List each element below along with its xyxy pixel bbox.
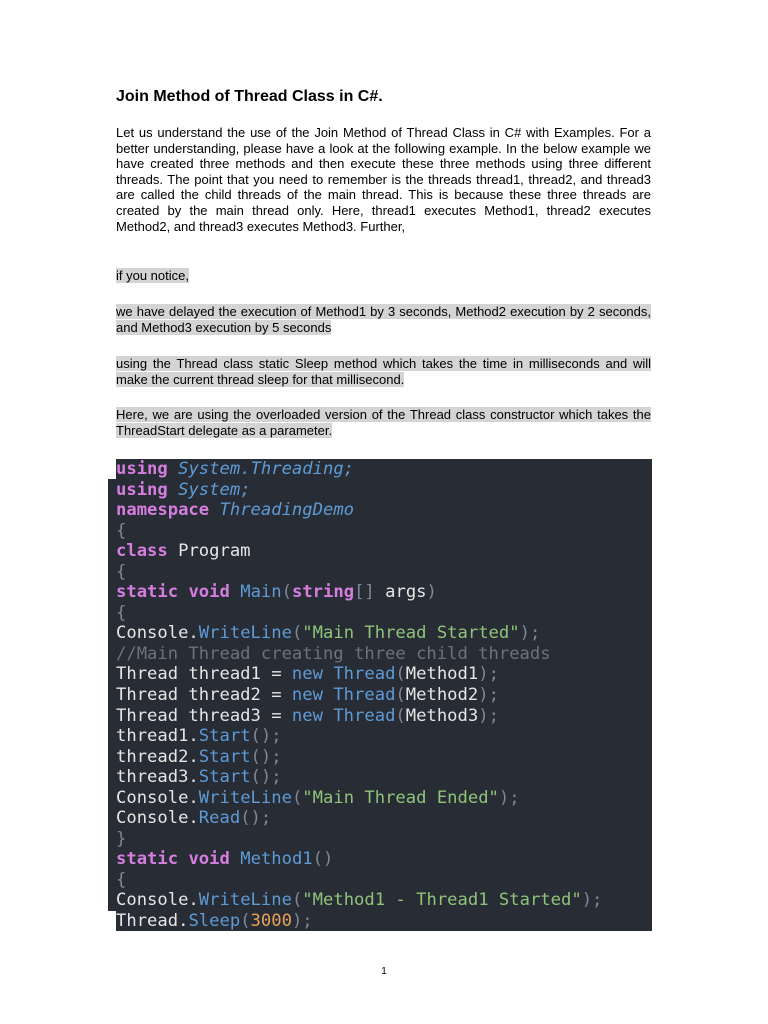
code-line: [116, 829, 652, 850]
code-token: );: [478, 685, 499, 706]
code-token: thread1.: [116, 726, 199, 747]
code-token: Thread thread2 =: [116, 685, 292, 706]
code-token: Thread: [333, 685, 396, 706]
code-line: [116, 623, 652, 644]
code-token: (: [395, 664, 406, 685]
code-token: ): [426, 582, 437, 603]
code-token: void: [188, 582, 230, 603]
highlighted-text: we have delayed the execution of Method1 by 3 seconds, Method2 execution by 2 seconds, and Method3 execution by 5 seconds: [116, 304, 651, 335]
code-token: Start: [198, 746, 251, 767]
code-token: {: [116, 520, 127, 541]
code-token: [323, 664, 333, 684]
code-line: [116, 562, 652, 583]
code-line: [116, 767, 652, 788]
code-line: [116, 870, 652, 891]
code-token: using: [116, 479, 168, 500]
code-token: new: [291, 685, 323, 706]
highlight-paragraph-3: [116, 356, 651, 387]
code-token: (: [291, 787, 303, 808]
code-token: [230, 582, 240, 602]
code-token: Sleep: [188, 911, 241, 931]
code-token: Method1: [240, 849, 313, 870]
document-title: Join Method of Thread Class in C#.: [116, 88, 383, 105]
code-line: [116, 747, 652, 768]
code-token: Console.: [116, 890, 199, 911]
code-token: );: [498, 787, 520, 808]
code-token: ();: [240, 808, 272, 829]
code-token: );: [478, 705, 499, 726]
code-line: [116, 890, 652, 911]
code-block-corner: [108, 911, 116, 931]
code-token: "Method1 - Thread1 Started": [302, 890, 582, 911]
code-token: ();: [250, 746, 282, 767]
code-token: new: [291, 705, 323, 726]
code-token: }: [116, 828, 127, 849]
code-token: []: [354, 582, 375, 603]
code-token: );: [519, 623, 541, 644]
code-token: args: [374, 582, 427, 603]
code-token: [178, 849, 188, 869]
code-block-corner: [108, 459, 116, 479]
code-token: "Main Thread Ended": [302, 787, 499, 808]
code-token: Console.: [116, 623, 199, 644]
code-token: string: [291, 582, 355, 603]
code-token: System;: [178, 479, 251, 500]
code-token: Thread thread3 =: [116, 705, 292, 726]
code-token: new: [291, 664, 323, 685]
code-token: );: [581, 890, 603, 911]
code-token: static: [116, 582, 179, 603]
code-token: "Main Thread Started": [302, 623, 520, 644]
highlight-paragraph-1: [116, 268, 651, 284]
code-line: [116, 685, 652, 706]
code-line: [116, 808, 652, 829]
code-token: static: [116, 849, 179, 870]
code-token: ();: [250, 767, 282, 788]
code-line: [116, 706, 652, 727]
code-token: Start: [198, 767, 251, 788]
code-block: [108, 459, 652, 931]
code-token: (: [291, 623, 303, 644]
code-token: );: [478, 664, 499, 685]
code-token: (: [291, 890, 303, 911]
code-token: [178, 582, 188, 602]
code-token: Console.: [116, 808, 199, 829]
code-token: (): [312, 849, 334, 870]
highlighted-text: using the Thread class static Sleep method which takes the time in milliseconds and will make the current thread sleep for that millisecond.: [116, 356, 651, 387]
code-token: [168, 459, 178, 479]
code-token: thread3.: [116, 767, 199, 788]
code-line: [116, 849, 652, 870]
code-token: Thread: [333, 705, 396, 726]
code-token: [323, 706, 333, 726]
code-line: [116, 480, 652, 501]
code-token: //Main Thread creating three child threads: [116, 643, 551, 664]
code-token: {: [116, 561, 127, 582]
code-line: [116, 664, 652, 685]
code-line: [116, 500, 652, 521]
code-token: Console.: [116, 787, 199, 808]
code-line: [116, 541, 652, 562]
code-token: {: [116, 602, 127, 623]
code-token: Thread.: [116, 911, 189, 931]
code-line: [116, 582, 652, 603]
intro-paragraph: Let us understand the use of the Join Method of Thread Class in C# with Examples. For a better understanding, please have a look at the following example. In the below example we have created three methods and then execute these three methods using three different threads. The point that you need to remember is the threads thread1, thread2, and thread3 are called the child threads of the main thread. This is because these three threads are created by the main thread only. Here, thread1 executes Method1, thread2 executes Method2, and thread3 executes Method3. Further,: [116, 125, 651, 234]
code-token: void: [188, 849, 230, 870]
code-token: 3000: [250, 911, 292, 931]
code-token: (: [281, 582, 292, 603]
code-token: System.Threading;: [178, 459, 355, 479]
highlight-paragraph-2: [116, 304, 651, 335]
code-token: namespace: [116, 500, 210, 521]
code-token: thread2.: [116, 746, 199, 767]
code-token: Program: [167, 541, 251, 562]
code-token: Thread thread1 =: [116, 664, 292, 685]
highlighted-text: Here, we are using the overloaded version of the Thread class constructor which takes the ThreadStart delegate as a parameter.: [116, 407, 651, 438]
code-line: [116, 521, 652, 542]
code-token: Start: [198, 726, 251, 747]
highlighted-text: if you notice,: [116, 268, 189, 283]
code-token: [168, 480, 178, 500]
code-token: Read: [198, 808, 241, 829]
code-token: using: [116, 459, 168, 479]
code-line: [116, 644, 652, 665]
code-token: );: [291, 911, 313, 931]
code-token: WriteLine: [198, 787, 292, 808]
highlight-paragraph-4: [116, 407, 651, 438]
code-token: (: [240, 911, 251, 931]
code-token: (: [395, 705, 406, 726]
code-token: ();: [250, 726, 282, 747]
page-number: 1: [381, 966, 387, 977]
code-token: Method2: [405, 685, 479, 706]
code-token: [323, 685, 333, 705]
code-token: Thread: [333, 664, 396, 685]
code-token: WriteLine: [198, 623, 292, 644]
code-token: Method3: [405, 705, 479, 726]
code-token: Main: [240, 582, 282, 603]
code-token: [230, 849, 240, 869]
code-line: [116, 911, 652, 931]
code-token: (: [395, 685, 406, 706]
code-token: Method1: [405, 664, 479, 685]
code-token: class: [116, 541, 168, 562]
code-token: [209, 500, 219, 520]
code-line: [116, 603, 652, 624]
code-line: [116, 726, 652, 747]
code-token: {: [116, 869, 127, 890]
code-line: [116, 788, 652, 809]
code-line: [116, 459, 652, 480]
code-token: ThreadingDemo: [219, 500, 355, 521]
code-token: WriteLine: [198, 890, 292, 911]
